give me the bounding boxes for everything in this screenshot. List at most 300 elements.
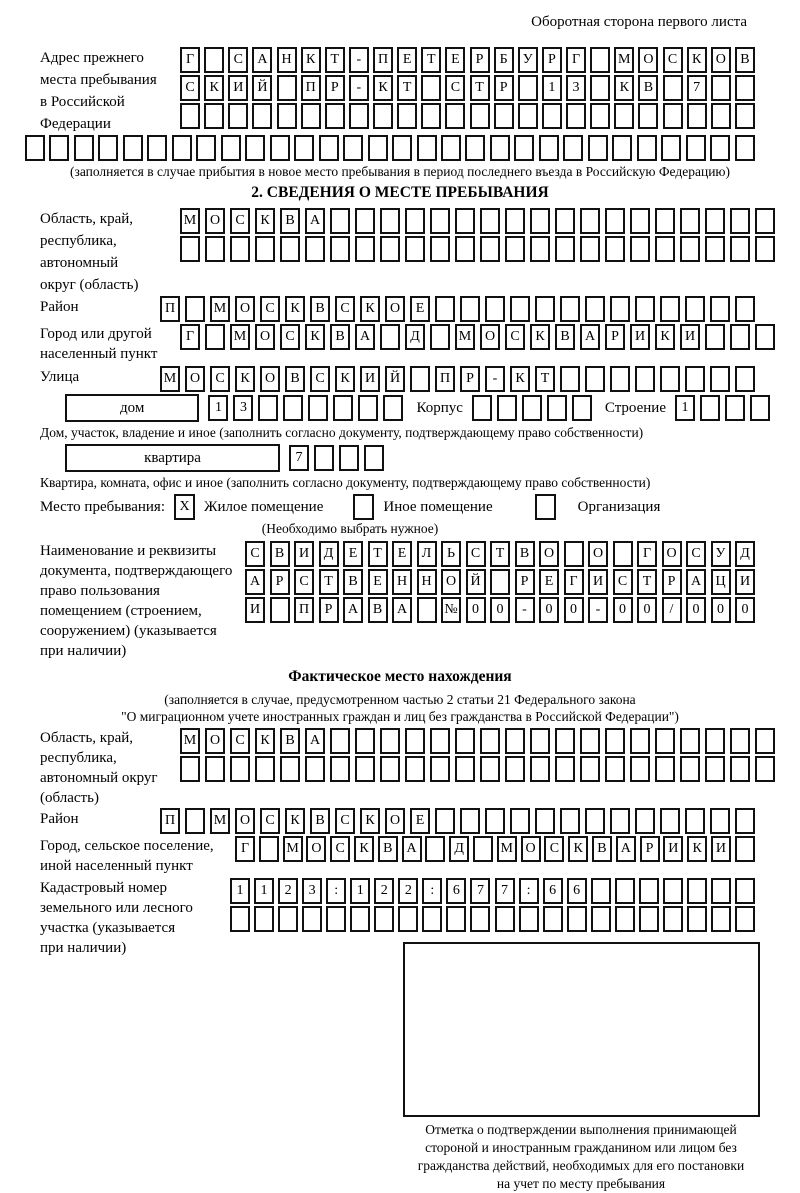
field-prev-address [25,47,775,135]
region-rows [180,208,775,264]
char-box [655,208,675,234]
char-box: Р [460,366,480,392]
char-box [430,324,450,350]
actual-location-caption [25,691,775,725]
char-box: В [378,836,398,862]
char-box: Е [392,541,412,567]
field-district-2 [25,808,775,834]
char-box: Т [535,366,555,392]
field-district [25,296,775,322]
document-row-2[interactable] [245,569,755,595]
char-box [518,75,538,101]
char-box: Р [270,569,290,595]
char-box: И [588,569,608,595]
char-box [422,906,442,932]
char-box [735,836,755,862]
char-box: К [301,47,321,73]
char-box: А [616,836,636,862]
char-box [663,878,683,904]
char-box: Й [252,75,272,101]
city-2-label [25,836,235,876]
char-box [228,103,248,129]
char-box [230,756,250,782]
char-box: В [280,208,300,234]
char-box [380,324,400,350]
char-box [555,756,575,782]
char-box [680,756,700,782]
char-box: К [255,728,275,754]
label-line: в Российской [40,94,125,110]
char-box [368,135,388,161]
char-box [470,906,490,932]
char-box [610,366,630,392]
char-box: И [630,324,650,350]
char-box: В [555,324,575,350]
char-box [585,366,605,392]
field-apartment [65,444,775,472]
char-box [591,878,611,904]
char-box [259,836,279,862]
char-box [610,296,630,322]
checkbox-other-premises[interactable] [353,494,374,520]
apartment-caption: Квартира, комната, офис и иное (заполнить согласно документу, подтверждающему право собственности) [40,475,651,490]
char-box [755,236,775,262]
char-box [280,756,300,782]
char-box [430,208,450,234]
char-box: М [230,324,250,350]
cadastre-row-1[interactable] [230,878,755,904]
district-2-label: Район [40,811,79,827]
char-box [330,728,350,754]
char-box [705,236,725,262]
char-box [405,728,425,754]
field-house [65,394,775,422]
char-box: А [355,324,375,350]
char-box: К [687,47,707,73]
char-box [480,728,500,754]
char-box: И [735,569,755,595]
char-box [254,906,274,932]
char-box: М [455,324,475,350]
char-box: О [260,366,280,392]
char-box [490,569,510,595]
char-box: В [285,366,305,392]
label-line: Наименование и реквизиты [40,543,217,559]
char-box: В [592,836,612,862]
district-2-row[interactable] [160,808,755,834]
apartment-label-box: квартира [65,444,280,472]
char-box [380,728,400,754]
city-row[interactable] [180,324,775,350]
char-box: П [373,47,393,73]
char-box [230,236,250,262]
char-box: 2 [398,878,418,904]
char-box: Е [410,808,430,834]
apartment-cells[interactable] [289,445,389,471]
char-box: С [613,569,633,595]
char-box [355,728,375,754]
char-box [685,808,705,834]
char-box [473,836,493,862]
char-box [711,103,731,129]
cadastre-row-2[interactable] [230,906,755,932]
label-line: Область, край, [40,730,134,746]
char-box [205,236,225,262]
char-box: Т [368,541,388,567]
char-box: М [180,208,200,234]
char-box: С [280,324,300,350]
char-box: С [260,296,280,322]
char-box: Ь [441,541,461,567]
label-line: стороной и иностранным гражданином или лицом без [425,1140,737,1155]
char-box [147,135,167,161]
document-label [25,541,245,661]
char-box: О [255,324,275,350]
char-box [660,366,680,392]
char-box [374,906,394,932]
char-box [314,445,334,471]
stamp-area [365,942,797,1193]
char-box: 1 [675,395,695,421]
char-box [480,208,500,234]
char-box [446,906,466,932]
char-box [660,808,680,834]
char-box [460,296,480,322]
char-box: К [614,75,634,101]
char-box [123,135,143,161]
label-line: Отметка о подтверждении выполнения принимающей [425,1122,737,1137]
char-box: С [310,366,330,392]
char-box [330,208,350,234]
label-line: республика, [40,233,117,249]
city-2-row[interactable] [235,836,755,862]
street-row[interactable] [160,366,755,392]
char-box [455,208,475,234]
region-2-row-2[interactable] [180,756,775,782]
char-box [530,236,550,262]
char-box [639,906,659,932]
char-box: Г [180,324,200,350]
stay-option-other-label: Иное помещение [383,498,493,515]
char-box [630,236,650,262]
char-box: Т [325,47,345,73]
char-box [730,728,750,754]
char-box [305,756,325,782]
char-box [397,103,417,129]
char-box: Е [397,47,417,73]
stay-type-label: Место пребывания: [40,498,165,515]
char-box [204,103,224,129]
label-line: республика, [40,750,117,766]
label-line: округ (область) [40,277,139,293]
char-box [445,103,465,129]
char-box [435,296,455,322]
char-box: : [326,878,346,904]
char-box [547,395,567,421]
char-box: 2 [278,878,298,904]
char-box [180,236,200,262]
char-box [755,324,775,350]
char-box: К [285,296,305,322]
char-box [505,756,525,782]
char-box [735,135,755,161]
char-box: Й [385,366,405,392]
label-line: помещением (строением, [40,603,202,619]
char-box: И [680,324,700,350]
char-box [661,135,681,161]
char-box [735,878,755,904]
char-box [421,75,441,101]
stroenie-cells[interactable] [675,395,775,421]
char-box [497,395,517,421]
char-box [302,906,322,932]
char-box: 7 [289,445,309,471]
char-box: 1 [254,878,274,904]
char-box [735,366,755,392]
char-box: 6 [543,878,563,904]
char-box [252,103,272,129]
char-box [355,236,375,262]
char-box: С [260,808,280,834]
char-box [185,808,205,834]
char-box: С [330,836,350,862]
char-box [605,236,625,262]
char-box: С [466,541,486,567]
region-row-1[interactable] [180,208,775,234]
char-box [519,906,539,932]
label-line: Город или другой [40,326,152,342]
char-box [330,236,350,262]
char-box: Е [410,296,430,322]
char-box: М [497,836,517,862]
char-box [605,208,625,234]
char-box: 1 [230,878,250,904]
char-box [98,135,118,161]
char-box [333,395,353,421]
field-region-2 [25,728,775,808]
stay-option-organization-label: Организация [577,498,661,515]
korpus-cells[interactable] [472,395,597,421]
char-box: - [349,47,369,73]
char-box [580,756,600,782]
actual-location-title: Фактическое место нахождения [288,668,512,685]
street-label: Улица [40,369,80,385]
region-row-2[interactable] [180,236,775,262]
char-box: Г [180,47,200,73]
char-box: О [306,836,326,862]
char-box: Л [417,541,437,567]
region-2-row-1[interactable] [180,728,775,754]
char-box [705,756,725,782]
field-street [25,366,775,392]
char-box [590,75,610,101]
char-box [349,103,369,129]
char-box [680,208,700,234]
char-box [255,236,275,262]
char-box: Р [325,75,345,101]
stroenie-label: Строение [604,399,666,416]
section2-title: 2. СВЕДЕНИЯ О МЕСТЕ ПРЕБЫВАНИЯ [251,184,549,201]
char-box: В [330,324,350,350]
char-box [417,597,437,623]
char-box: 3 [566,75,586,101]
char-box: 0 [490,597,510,623]
char-box: 2 [374,878,394,904]
stay-option-residential-label: Жилое помещение [204,498,324,515]
char-box [730,756,750,782]
char-box: К [204,75,224,101]
char-box: В [368,597,388,623]
char-box [421,103,441,129]
char-box [435,808,455,834]
label-line: иной населенный пункт [40,858,193,874]
char-box [635,808,655,834]
char-box [380,756,400,782]
char-box: О [662,541,682,567]
char-box [705,728,725,754]
label-line: места пребывания [40,72,157,88]
char-box [735,296,755,322]
char-box [700,395,720,421]
char-box: О [385,808,405,834]
char-box: В [515,541,535,567]
label-line: населенный пункт [40,346,158,362]
char-box: Е [368,569,388,595]
prev-address-row-2[interactable] [180,75,755,101]
char-box [730,208,750,234]
char-box [258,395,278,421]
char-box [343,135,363,161]
char-box [308,395,328,421]
char-box [49,135,69,161]
char-box [680,728,700,754]
char-box [185,296,205,322]
char-box: : [519,878,539,904]
prev-address-row-1[interactable] [180,47,755,73]
char-box: И [711,836,731,862]
char-box [380,236,400,262]
char-box [755,208,775,234]
char-box: Г [637,541,657,567]
char-box: С [245,541,265,567]
char-box: Й [466,569,486,595]
char-box: / [662,597,682,623]
char-box: А [392,597,412,623]
char-box [505,728,525,754]
char-box [339,445,359,471]
char-box [510,296,530,322]
char-box [301,103,321,129]
checkbox-residential[interactable]: X [174,494,195,520]
char-box: Н [277,47,297,73]
char-box [326,906,346,932]
label-line: сооружением) (указывается [40,623,217,639]
char-box: С [230,728,250,754]
char-box: Р [542,47,562,73]
char-box: И [294,541,314,567]
document-row-1[interactable] [245,541,755,567]
char-box: 1 [542,75,562,101]
char-box: А [343,597,363,623]
field-region [25,208,775,296]
char-box: 3 [233,395,253,421]
char-box [580,208,600,234]
char-box: С [230,208,250,234]
korpus-label: Корпус [416,399,463,416]
char-box: Р [494,75,514,101]
char-box: Е [343,541,363,567]
char-box [710,296,730,322]
label-line: "О миграционном учете иностранных граждан и лиц без гражданства в Российской Федерации") [121,709,679,724]
char-box [663,906,683,932]
char-box: О [588,541,608,567]
label-line: на учет по месту пребывания [496,1176,666,1191]
char-box [615,878,635,904]
char-box [614,103,634,129]
char-box: О [205,728,225,754]
char-box: О [385,296,405,322]
char-box: 3 [302,878,322,904]
char-box [535,296,555,322]
char-box: 0 [637,597,657,623]
cadastre-label [25,878,230,958]
document-row-3[interactable] [245,597,755,623]
char-box: Н [417,569,437,595]
char-box: В [280,728,300,754]
char-box: Т [397,75,417,101]
label-line: право пользования [40,583,160,599]
char-box [430,728,450,754]
char-box [685,296,705,322]
char-box [485,808,505,834]
district-label: Район [40,299,79,315]
char-box [350,906,370,932]
prev-address-rows [180,47,755,131]
house-caption: Дом, участок, владение и иное (заполнить согласно документу, подтверждающему право собственности) [40,425,644,440]
char-box [663,103,683,129]
char-box: У [711,541,731,567]
char-box: Г [235,836,255,862]
house-number-cells[interactable] [208,395,408,421]
label-line: Кадастровый номер [40,880,167,896]
char-box [710,808,730,834]
field-city [25,324,775,364]
char-box [180,756,200,782]
char-box: Т [421,47,441,73]
char-box: Г [566,47,586,73]
char-box [660,296,680,322]
char-box: И [228,75,248,101]
header-note: Оборотная сторона первого листа [531,14,747,30]
char-box: К [354,836,374,862]
char-box: С [335,296,355,322]
char-box [635,366,655,392]
char-box [410,366,430,392]
char-box [735,906,755,932]
char-box [25,135,45,161]
char-box: Р [640,836,660,862]
char-box [585,296,605,322]
prev-address-row-3[interactable] [180,103,755,129]
char-box [405,208,425,234]
district-row[interactable] [160,296,755,322]
char-box: Т [637,569,657,595]
char-box: Д [405,324,425,350]
field-city-2 [25,836,775,876]
char-box [735,808,755,834]
checkbox-organization[interactable] [535,494,556,520]
prev-address-row-4[interactable] [25,135,755,161]
